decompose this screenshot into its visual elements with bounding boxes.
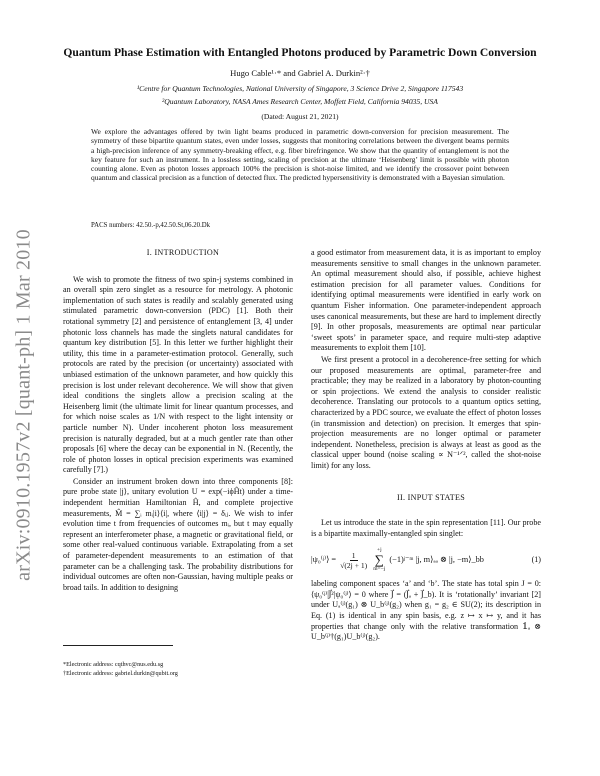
fraction-numerator: 1 [351,550,356,560]
pacs-numbers: PACS numbers: 42.50.-p,42.50.St,06.20.Dk [91,222,211,229]
paragraph: We first present a protocol in a decoherence-free setting for which our proposed measurements are optimal, parameter-free and practicable; they may be realized in a laboratory by photon-counting or spin projections. We extend the analysis to consider realistic decoherence. Translating our protocols to a quantum optics setting, characterized by a PDC source, we evaluate the effect of photon losses (in transmission and detection) on precision. It emerges that spin-projection measurements are no longer optimal or parameter independent. Nonetheless, precision is always at least as good as the classical upper bound (noise scaling ∝ N⁻¹ᐟ², called the shot-noise limit) for any loss. [311,354,541,470]
right-column [311,248,541,643]
fraction-denominator: √(2j + 1) [340,560,368,570]
sum-lower-limit: m=−j [373,566,386,573]
arxiv-stamp [4,190,44,620]
affiliation-1: ¹Centre for Quantum Technologies, National University of Singapore, 3 Science Drive 2, Singapore 117543 [136,84,464,93]
affiliation-2: ²Quantum Laboratory, NASA Ames Research Center, Moffett Field, California 94035, USA [162,97,438,106]
equation-fraction [340,551,367,570]
abstract: We explore the advantages offered by twin light beams produced in parametric down-conversion for precision measurement. The symmetry of these bipartite quantum states, even under losses, suggests that monitoring correlations between the divergent beams permits a high-precision inference of any symmetry-breaking effect, e.g. fiber birefringence. We show that the quantity of entanglement is not the key feature for such an instrument. In a lossless setting, scaling of precision at the ultimate ‘Heisenberg’ limit is possible with photon counting alone. Even as photon losses approach 100% the precision is shot-noise limited, and we identify the crossover point between quantum and classical precision as a function of detected flux. The predicted hypersensitivity is demonstrated with a Bayesian simulation. [91,127,509,183]
equation-1 [311,547,541,573]
equation-lhs: |ψ₀⁽ʲ⁾⟩ = [311,555,337,565]
left-column [63,248,293,593]
sum-upper-limit: +j [376,547,382,554]
footnote-2: †Electronic address: gabriel.durkin@qubit.org [63,670,178,677]
sum-sigma-icon: ∑ [374,552,384,568]
authors: Hugo Cable¹·* and Gabriel A. Durkin²·† [230,68,370,78]
footnote-1: *Electronic address: cqthvc@nus.edu.sg [63,661,164,668]
summation [373,547,385,573]
paragraph: Consider an instrument broken down into three components [8]: pure probe state |j⟩, unitary evolution U = exp(−iϕĤt) under a time-independent hermitian Hamiltonian Ĥ, and complete projective measurements, M̂ = ∑ᵢ mᵢ|i⟩⟨i|, where ⟨i|j⟩ = δᵢⱼ. We wish to infer evolution time t from frequencies of outcomes mᵢ, but t may equally represent an interferometer phase, a magnetic or gravitational field, or some other real-valued continuous variable. Extrapolating from a set of parameter-dependent measurements to an estimation of that parameter can be a challenging task. The probability distributions for individual outcomes are often non-Gaussian, having multiple peaks or broad tails. In addition to designing [63,476,293,592]
equation-number: (1) [531,554,541,564]
footnote-rule [63,645,173,646]
paragraph: Let us introduce the state in the spin representation [11]. Our probe is a bipartite maximally-entangled spin singlet: [311,518,541,538]
date-line: (Dated: August 21, 2021) [261,112,339,121]
paragraph: labeling component spaces ‘a’ and ‘b’. The state has total spin J = 0: ⟨ψ₀⁽ʲ⁾|J⃗²|ψ₀⁽ʲ⁾⟩ = 0 where J⃗ = (J⃗ₐ + J⃗_b). It is ‘rotationally’ invariant [2] under Uₐ⁽ʲ⁾(g₁) ⊗ U_b⁽ʲ⁾(g₂) when g₁ = g₂ ∈ SU(2); its description in Eq. (1) is identical in any spin basis, e.g. z ↦ x ↦ y, and it has properties that change only with the relative transformation 𝟙ₐ ⊗ U_b⁽ʲ⁾†(g₁)U_b⁽ʲ⁾(g₂). [311,579,541,642]
paper-title: Quantum Phase Estimation with Entangled Photons produced by Parametric Down Conversion [63,46,537,59]
section-heading-introduction: I. INTRODUCTION [146,248,220,257]
paragraph: We wish to promote the fitness of two spin-j systems combined in an overall spin zero singlet as a resource for metrology. A photonic implementation of such states is readily and scalably generated using stimulated parametric down-conversion (PDC) [1]. Both their rotational symmetry [2] and persistence of entanglement [3, 4] under photonic loss channels has made the singlets natural candidates for quantum key distribution [5]. In this letter we further highlight their utility, this time in a parameter-estimation protocol. Generally, such protocols are rated by the precision (or uncertainty) associated with unbiased estimation of the unknown parameter, and how quickly this precision is lost under relevant decoherence. We will show that given ideal conditions the singlets allow a precision scaling at the Heisenberg limit (the ultimate limit for linear quantum processes, and for which noise scales as 1/N with respect to the light intensity or particle number N). Under incoherent photon loss measurement precision is naturally degraded, but at a much gentler rate than other proposals [6] where the decay can be exponential in N. (Recently, the role of photon losses in optical precision experiments was examined carefully [7].) [63,274,293,475]
paragraph: a good estimator from measurement data, it is as important to employ measurements sensitive to small changes in the unknown parameter. An optimal measurement should also, if possible, achieve highest estimation precision for all parameter values. Conditions for identifying optimal measurements were identified in early work on quantum Fisher information. One parameter-independent approach uses canonical measurements, but these are hard to implement directly [9]. In other proposals, measurements are optimal near particular ‘sweet spots’ in parameter space, and require multi-step adaptive measurements to exploit them [10]. [311,248,541,353]
section-heading-input-states: II. INPUT STATES [396,493,466,503]
arxiv-stamp-text: arXiv:0910.1957v2 [quant-ph] 1 Mar 2010 [12,229,35,581]
equation-rhs: (−1)ʲ⁻ᵐ |j, m⟩ₐₐ ⊗ |j, −m⟩_bb [389,555,484,565]
